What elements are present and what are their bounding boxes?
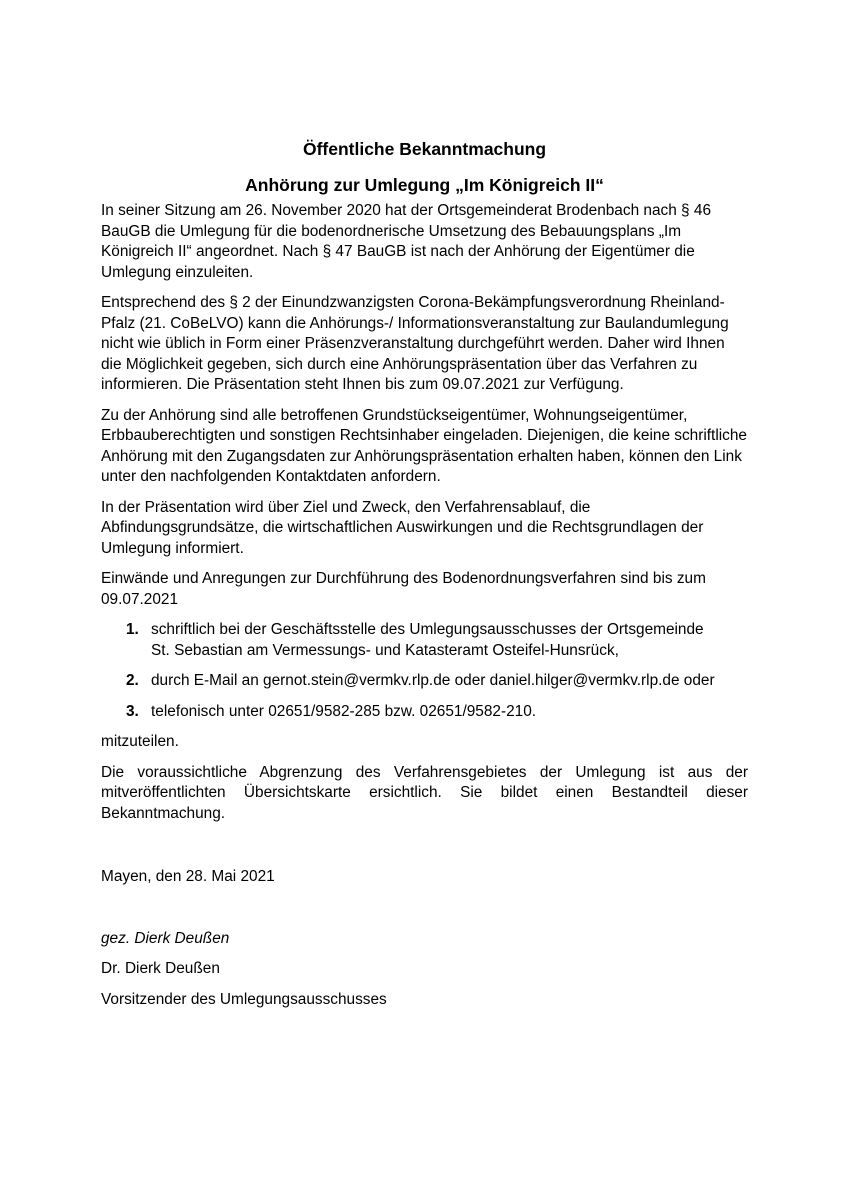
list-item-line: telefonisch unter 02651/9582-285 bzw. 02651/9582-210. [151, 702, 537, 720]
list-item-line: St. Sebastian am Vermessungs- und Katasteramt Osteifel-Hunsrück, [151, 641, 619, 659]
document-title: Öffentliche Bekanntmachung [302, 139, 547, 159]
paragraph-praesentation: In der Präsentation wird über Ziel und Zweck, den Verfahrensablauf, die Abfindungsgrundsätze, die wirtschaftlichen Auswirkungen und die Rechtsgrundlagen der Umlegung informiert. [101, 498, 704, 557]
list-number: 3. [126, 702, 139, 720]
spacer [101, 834, 748, 867]
paragraph-abgrenzung: Die voraussichtliche Abgrenzung des Verfahrensgebietes der Umlegung ist aus der mitveröffentlichten Übersichtskarte ersichtlich. Sie bildet einen Bestandteil dieser Bekanntmachung. [101, 763, 748, 822]
list-item-line: schriftlich bei der Geschäftsstelle des Umlegungsausschusses der Ortsgemeinde [151, 621, 704, 638]
after-list-text: mitzuteilen. [101, 733, 179, 750]
signature-gez: gez. Dierk Deußen [101, 929, 230, 947]
list-item [101, 620, 748, 661]
list-item-line: durch E-Mail an gernot.stein@vermkv.rlp.de oder daniel.hilger@vermkv.rlp.de oder [151, 672, 715, 689]
list-item [101, 671, 748, 692]
list-number: 1. [126, 621, 139, 638]
document-body [101, 138, 748, 1020]
signature-name: Dr. Dierk Deußen [101, 960, 220, 977]
list-number: 2. [126, 672, 139, 689]
signature-role: Vorsitzender des Umlegungsausschusses [101, 990, 387, 1008]
paragraph-einladung: Zu der Anhörung sind alle betroffenen Grundstückseigentümer, Wohnungseigentümer, Erbbauberechtigten und sonstigen Rechtsinhaber eingeladen. Diejenigen, die keine schriftliche Anhörung mit den Zugangsdaten zur Anhörungspräsentation erhalten haben, können den Link unter den nachfolgenden Kontaktdaten anfordern. [101, 406, 747, 485]
place-date: Mayen, den 28. Mai 2021 [101, 868, 275, 885]
paragraph-einwaende: Einwände und Anregungen zur Durchführung des Bodenordnungsverfahren sind bis zum 09.07.2021 [101, 570, 706, 608]
paragraph-corona: Entsprechend des § 2 der Einundzwanzigsten Corona-Bekämpfungsverordnung Rheinland-Pfalz (21. CoBeLVO) kann die Anhörungs-/ Informationsveranstaltung zur Baulandumlegung nicht wie üblich in Form einer Präsenzveranstaltung durchgeführt werden. Daher wird Ihnen die Möglichkeit gegeben, sich durch eine Anhörungspräsentation über das Verfahren zu informieren. Die Präsentation steht Ihnen bis zum 09.07.2021 zur Verfügung. [101, 294, 729, 393]
list-item [101, 702, 748, 723]
spacer [101, 898, 748, 929]
paragraph-sitzung: In seiner Sitzung am 26. November 2020 hat der Ortsgemeinderat Brodenbach nach § 46 BauGB die Umlegung für die bodenordnerische Umsetzung des Bebauungsplans „Im Königreich II“ angeordnet. Nach § 47 BauGB ist nach der Anhörung der Eigentümer die Umlegung einzuleiten. [101, 202, 712, 281]
document-subtitle: Anhörung zur Umlegung „Im Königreich II“ [245, 175, 604, 195]
contact-list [101, 620, 748, 722]
